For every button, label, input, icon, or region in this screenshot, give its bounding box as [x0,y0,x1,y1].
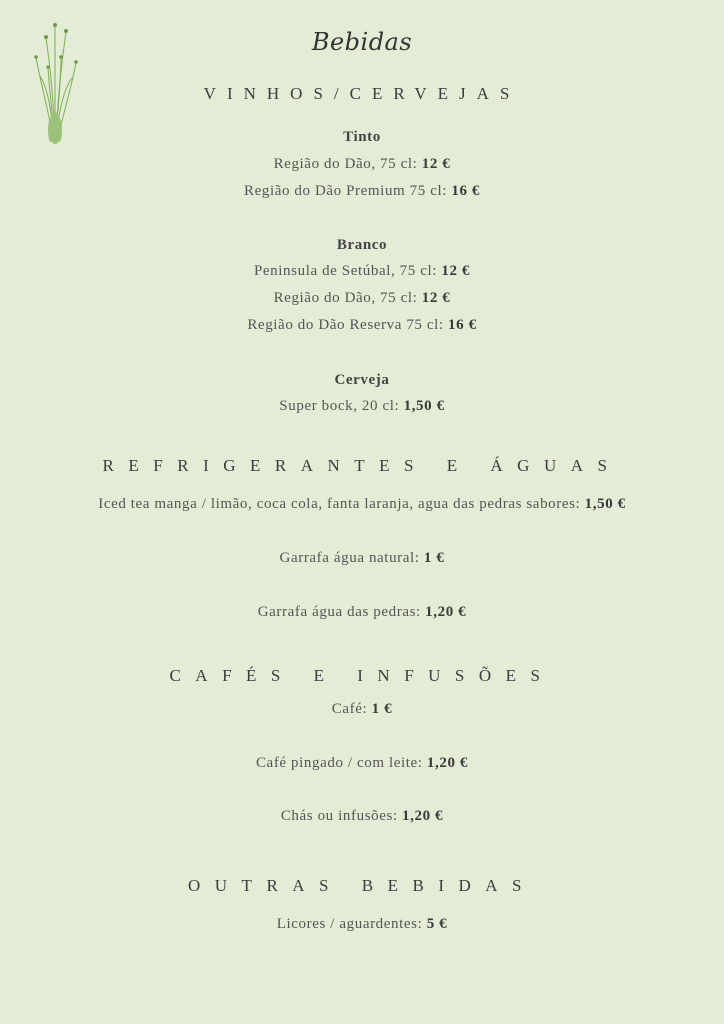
item-price: 16 € [451,183,481,199]
item-name: Iced tea manga / limão, coca cola, fanta laranja, agua das pedras sabores: [98,496,585,512]
item-price: 1 € [371,701,393,717]
item-name: Garrafa água das pedras: [257,604,426,620]
section-heading-outras: OUTRAS BEBIDAS [188,876,536,895]
page-title: Bebidas [311,28,413,56]
item-name: Peninsula de Setúbal, 75 cl: [253,263,442,279]
item-price: 5 € [426,916,448,932]
subheading-tinto: Tinto [343,129,381,145]
item-name: Região do Dão, 75 cl: [273,290,422,306]
item-price: 1,50 € [403,398,445,414]
item-price: 16 € [448,317,477,333]
item-price: 1,50 € [584,496,626,512]
menu-item [0,290,724,307]
item-name: Café: [331,701,372,717]
item-price: 12 € [441,263,471,279]
menu-item [0,183,724,200]
item-price: 1,20 € [425,604,467,620]
item-price: 1 € [423,550,445,566]
menu-item [0,755,724,772]
menu-item [0,701,724,718]
item-name: Super bock, 20 cl: [279,398,404,414]
item-name: Chás ou infusões: [280,808,403,824]
menu-item [0,156,724,173]
item-price: 12 € [421,156,451,172]
item-price: 1,20 € [426,755,469,771]
section-heading-vinhos: VINHOS/CERVEJAS [203,84,521,103]
subheading-cerveja: Cerveja [334,372,390,388]
item-name: Garrafa água natural: [279,550,424,566]
item-name: Região do Dão, 75 cl: [273,156,422,172]
menu-item [0,398,724,415]
item-price: 12 € [421,290,451,306]
section-heading-refrigerantes: REFRIGERANTES E ÁGUAS [102,456,622,475]
menu-item [0,496,724,513]
item-price: 1,20 € [402,808,444,824]
section-heading-cafes: CAFÉS E INFUSÕES [169,666,555,685]
menu-item [0,604,724,621]
subheading-branco: Branco [336,237,388,253]
menu-item [0,317,724,334]
item-name: Licores / aguardentes: [276,916,427,932]
item-name: Região do Dão Reserva 75 cl: [247,317,449,333]
item-name: Café pingado / com leite: [255,755,427,771]
menu-item [0,550,724,567]
menu-item [0,263,724,280]
menu-item [0,916,724,933]
menu-item [0,808,724,825]
item-name: Região do Dão Premium 75 cl: [243,183,452,199]
